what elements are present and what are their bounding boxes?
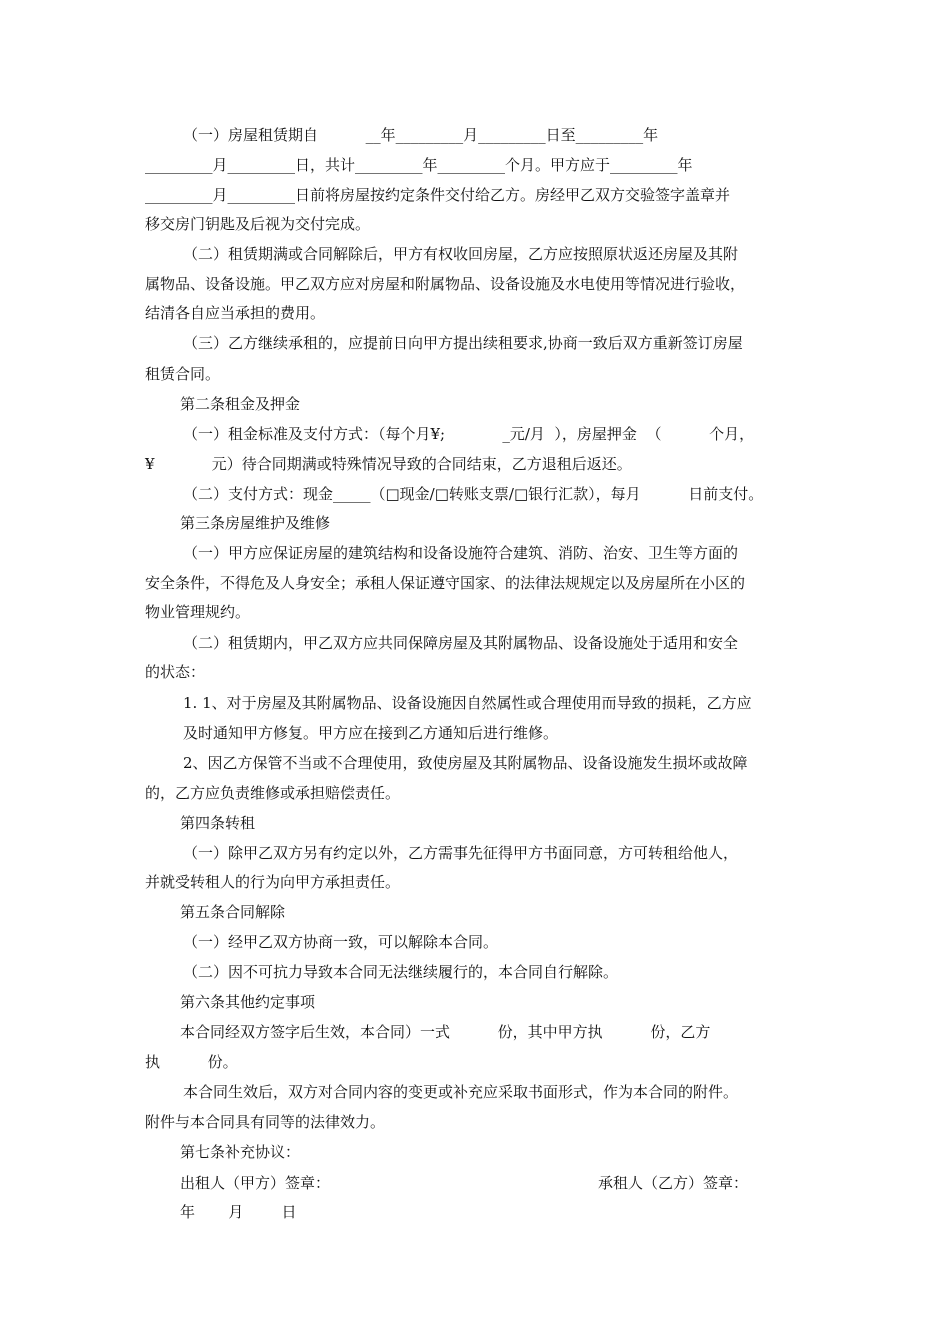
text-line: 本合同生效后，双方对合同内容的变更或补充应采取书面形式，作为本合同的附件。 xyxy=(183,1083,739,1101)
text-line: （三）乙方继续承租的，应提前日向甲方提出续租要求,协商一致后双方重新签订房屋 xyxy=(183,334,743,352)
text-line: （一）经甲乙双方协商一致，可以解除本合同。 xyxy=(183,933,499,951)
text-line: 物业管理规约。 xyxy=(145,603,251,621)
text-line: ¥ 元）待合同期满或特殊情况导致的合同结束，乙方退租后返还。 xyxy=(145,455,632,473)
section-heading: 第五条合同解除 xyxy=(180,903,286,921)
text-line: 的，乙方应负责维修或承担赔偿责任。 xyxy=(145,784,401,802)
section-heading: 第二条租金及押金 xyxy=(180,395,301,413)
section-heading: 第七条补充协议： xyxy=(180,1143,301,1161)
text-line: 属物品、设备设施。甲乙双方应对房屋和附属物品、设备设施及水电使用等情况进行验收， xyxy=(145,275,746,293)
text-line: _________月_________日，共计_________年_________个月。甲方应于_________年 xyxy=(145,156,693,174)
text-line: （二）租赁期满或合同解除后，甲方有权收回房屋，乙方应按照原状返还房屋及其附 xyxy=(183,245,739,263)
text-line: （二）因不可抗力导致本合同无法继续履行的，本合同自行解除。 xyxy=(183,963,619,981)
text-line: 移交房门钥匙及后视为交付完成。 xyxy=(145,215,371,233)
text-line: 附件与本合同具有同等的法律效力。 xyxy=(145,1113,386,1131)
lessor-signature-label: 出租人（甲方）签章： xyxy=(180,1174,331,1192)
text-line: （一）除甲乙双方另有约定以外，乙方需事先征得甲方书面同意，方可转租给他人， xyxy=(183,844,739,862)
text-line: （二）租赁期内，甲乙双方应共同保障房屋及其附属物品、设备设施处于适用和安全 xyxy=(183,634,739,652)
text-line: 及时通知甲方修复。甲方应在接到乙方通知后进行维修。 xyxy=(183,724,559,742)
text-line: 并就受转租人的行为向甲方承担责任。 xyxy=(145,873,401,891)
text-line: 执 份。 xyxy=(145,1053,238,1071)
text-line: 1. 1、对于房屋及其附属物品、设备设施因自然属性或合理使用而导致的损耗，乙方应 xyxy=(183,694,752,712)
lessee-signature-label: 承租人（乙方）签章： xyxy=(598,1174,749,1192)
section-heading: 第四条转租 xyxy=(180,814,256,832)
text-line: （一）房屋租赁期自 __年_________月_________日至_________年 xyxy=(183,126,659,144)
text-line: 本合同经双方签字后生效，本合同）一式 份，其中甲方执 份，乙方 xyxy=(180,1023,711,1041)
text-line: 安全条件，不得危及人身安全；承租人保证遵守国家、的法律法规规定以及房屋所在小区的 xyxy=(145,574,746,592)
text-line: 的状态： xyxy=(145,663,206,681)
text-line: （一）甲方应保证房屋的建筑结构和设备设施符合建筑、消防、治安、卫生等方面的 xyxy=(183,544,739,562)
text-line: 2、因乙方保管不当或不合理使用，致使房屋及其附属物品、设备设施发生损坏或故障 xyxy=(183,754,748,772)
text-line: （一）租金标准及支付方式：（每个月¥; _元/月 ），房屋押金 （ 个月， xyxy=(183,425,755,443)
section-heading: 第六条其他约定事项 xyxy=(180,993,316,1011)
signature-date: 年 月 日 xyxy=(180,1203,297,1221)
text-line: （二）支付方式：现金_____（□现金/□转账支票/□银行汇款），每月 日前支付。 xyxy=(183,485,764,503)
text-line: _________月_________日前将房屋按约定条件交付给乙方。房经甲乙双方交验签字盖章并 xyxy=(145,186,731,204)
text-line: 结清各自应当承担的费用。 xyxy=(145,304,326,322)
section-heading: 第三条房屋维护及维修 xyxy=(180,514,331,532)
text-line: 租赁合同。 xyxy=(145,365,221,383)
